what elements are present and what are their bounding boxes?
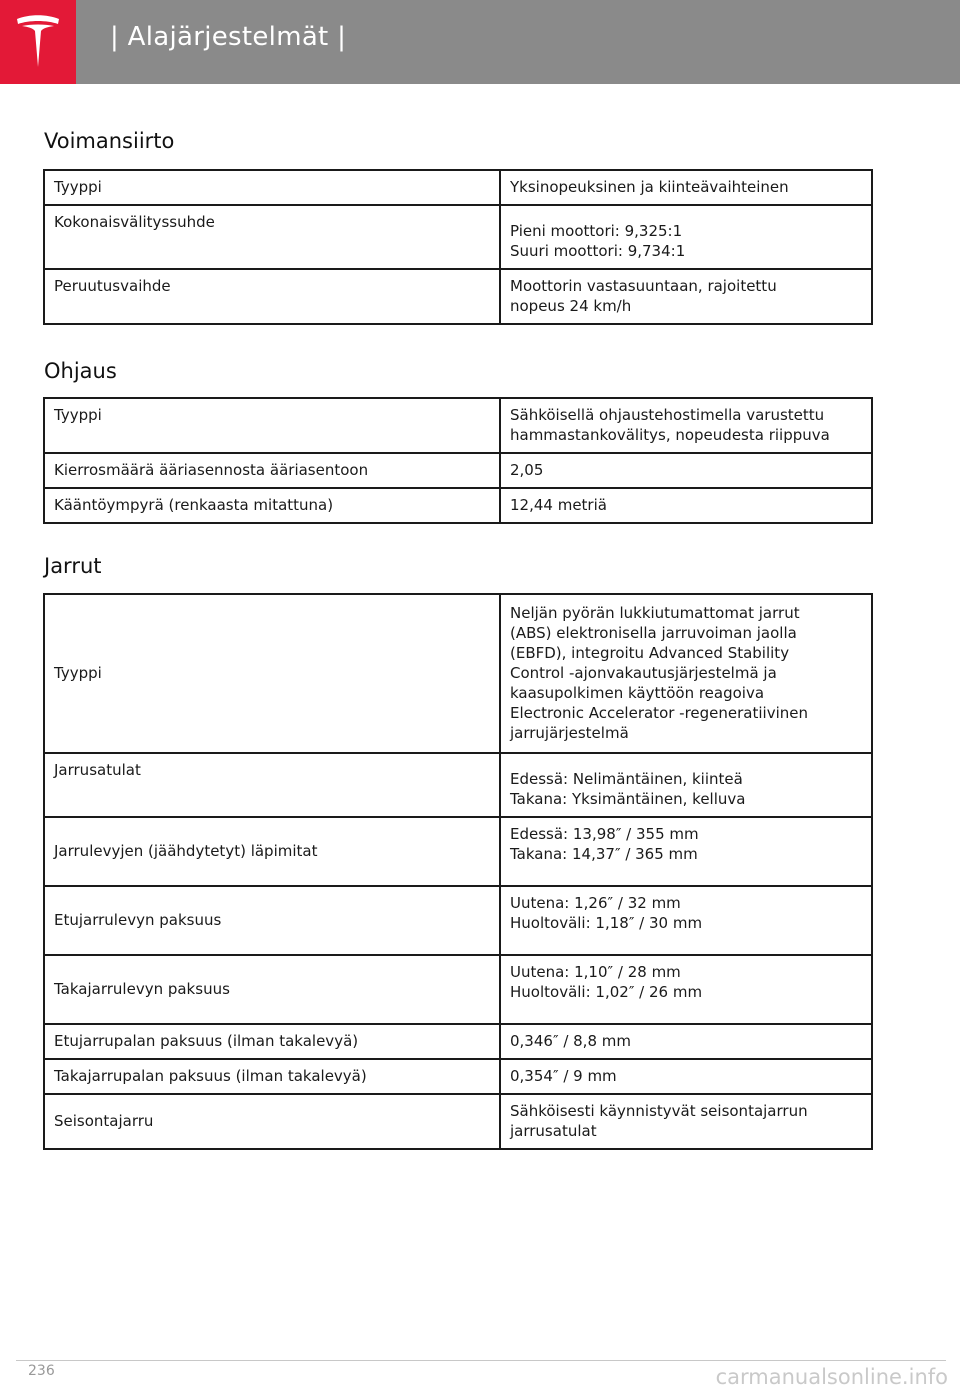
table-row: [44, 1094, 872, 1149]
header-bar: [0, 0, 960, 84]
table-row: [44, 488, 872, 523]
value-line: 12,44 metriä: [510, 496, 607, 514]
page-number: 236: [28, 1363, 55, 1379]
value-line: Sähköisellä ohjaustehostimella varustettu: [510, 406, 825, 424]
row-key: Kääntöympyrä (renkaasta mitattuna): [44, 488, 500, 523]
row-key: Takajarrulevyn paksuus: [44, 955, 500, 1024]
table-row: [44, 1059, 872, 1094]
value-line: Moottorin vastasuuntaan, rajoitettu: [510, 277, 777, 295]
section-title-jarrut: Jarrut: [44, 554, 102, 578]
value-line: jarrujärjestelmä: [510, 724, 629, 742]
row-key: Takajarrupalan paksuus (ilman takalevyä): [44, 1059, 500, 1094]
row-value: [500, 398, 872, 453]
row-value: [500, 453, 872, 488]
value-line: Takana: 14,37″ / 365 mm: [510, 845, 698, 863]
value-line: Edessä: Nelimäntäinen, kiinteä: [510, 770, 743, 788]
logo-box: [0, 0, 76, 84]
table-row: [44, 955, 872, 1024]
table-row: [44, 594, 872, 753]
value-line: Sähköisesti käynnistyvät seisontajarrun: [510, 1102, 808, 1120]
value-line: 0,354″ / 9 mm: [510, 1067, 617, 1085]
value-line: Electronic Accelerator -regeneratiivinen: [510, 704, 809, 722]
table-row: [44, 1024, 872, 1059]
value-line: (EBFD), integroitu Advanced Stability: [510, 644, 790, 662]
row-value: [500, 205, 872, 269]
table-row: [44, 753, 872, 817]
row-key: Tyyppi: [44, 170, 500, 205]
value-line: Takana: Yksimäntäinen, kelluva: [510, 790, 746, 808]
spec-table-voimansiirto: [43, 169, 873, 325]
value-line: Edessä: 13,98″ / 355 mm: [510, 825, 699, 843]
value-line: Pieni moottori: 9,325:1: [510, 222, 683, 240]
row-key: Jarrusatulat: [44, 753, 500, 817]
row-value: [500, 1024, 872, 1059]
watermark: carmanualsonline.info: [715, 1365, 948, 1389]
row-key: Etujarrupalan paksuus (ilman takalevyä): [44, 1024, 500, 1059]
row-key: Etujarrulevyn paksuus: [44, 886, 500, 955]
row-value: [500, 594, 872, 753]
spec-table-jarrut: [43, 593, 873, 1150]
value-line: jarrusatulat: [510, 1122, 597, 1140]
table-row: [44, 886, 872, 955]
row-value: [500, 170, 872, 205]
row-key: Kierrosmäärä ääriasennosta ääriasentoon: [44, 453, 500, 488]
row-key: Peruutusvaihde: [44, 269, 500, 324]
row-value: [500, 817, 872, 886]
value-line: nopeus 24 km/h: [510, 297, 632, 315]
row-value: [500, 886, 872, 955]
value-line: 2,05: [510, 461, 544, 479]
row-key: Tyyppi: [44, 398, 500, 453]
footer-divider: [16, 1360, 946, 1361]
row-value: [500, 269, 872, 324]
row-key: Tyyppi: [44, 594, 500, 753]
value-line: 0,346″ / 8,8 mm: [510, 1032, 631, 1050]
section-title-voimansiirto: Voimansiirto: [44, 129, 175, 153]
row-value: [500, 1094, 872, 1149]
value-line: kaasupolkimen käyttöön reagoiva: [510, 684, 765, 702]
row-value: [500, 1059, 872, 1094]
section-title-ohjaus: Ohjaus: [44, 359, 117, 383]
value-line: (ABS) elektronisella jarruvoiman jaolla: [510, 624, 797, 642]
value-line: Huoltoväli: 1,02″ / 26 mm: [510, 983, 703, 1001]
value-line: Huoltoväli: 1,18″ / 30 mm: [510, 914, 703, 932]
table-row: [44, 269, 872, 324]
row-key: Seisontajarru: [44, 1094, 500, 1149]
value-line: Suuri moottori: 9,734:1: [510, 242, 686, 260]
table-row: [44, 398, 872, 453]
row-key: Kokonaisvälityssuhde: [44, 205, 500, 269]
table-row: [44, 205, 872, 269]
header-title: | Alajärjestelmät |: [110, 22, 347, 52]
row-value: [500, 488, 872, 523]
value-line: Control -ajonvakautusjärjestelmä ja: [510, 664, 777, 682]
row-key: Jarrulevyjen (jäähdytetyt) läpimitat: [44, 817, 500, 886]
tesla-logo-icon: [14, 15, 62, 69]
value-line: Uutena: 1,10″ / 28 mm: [510, 963, 681, 981]
table-row: [44, 817, 872, 886]
table-row: [44, 453, 872, 488]
row-value: [500, 753, 872, 817]
spec-table-ohjaus: [43, 397, 873, 524]
row-value: [500, 955, 872, 1024]
table-row: [44, 170, 872, 205]
value-line: hammastankovälitys, nopeudesta riippuva: [510, 426, 830, 444]
value-line: Yksinopeuksinen ja kiinteävaihteinen: [510, 178, 789, 196]
value-line: Neljän pyörän lukkiutumattomat jarrut: [510, 604, 800, 622]
value-line: Uutena: 1,26″ / 32 mm: [510, 894, 681, 912]
